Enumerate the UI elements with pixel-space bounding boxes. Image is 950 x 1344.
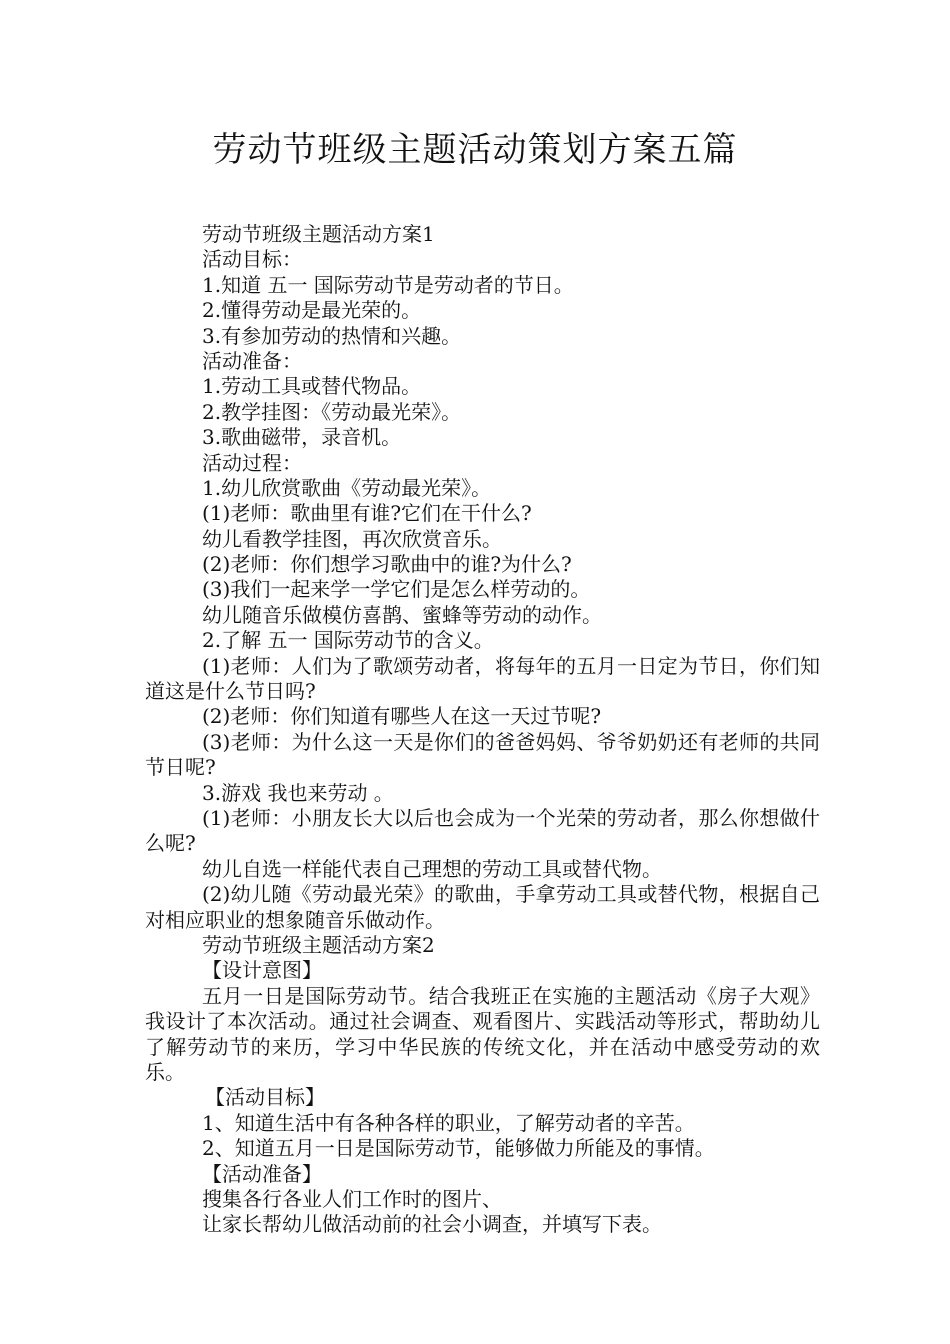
text-line: 搜集各行各业人们工作时的图片、 (202, 1187, 502, 1212)
text-line: 幼儿自选一样能代表自己理想的劳动工具或替代物。 (202, 856, 662, 881)
subsection-heading: 【活动目标】 (205, 1085, 325, 1110)
text-line: (1)老师：歌曲里有谁?它们在干什么? (202, 501, 532, 526)
text-paragraph: (2)幼儿随《劳动最光荣》的歌曲，手拿劳动工具或替代物，根据自己对相应职业的想象随音乐做动作。 (145, 882, 820, 932)
text-line: (2)老师：你们知道有哪些人在这一天过节呢? (202, 704, 602, 729)
text-line: 活动过程： (202, 450, 302, 475)
text-line: (2)老师：你们想学习歌曲中的谁?为什么? (202, 552, 572, 577)
text-line: 1.劳动工具或替代物品。 (202, 374, 422, 399)
text-line: 1.知道 五一 国际劳动节是劳动者的节日。 (202, 272, 574, 297)
text-line: 2.教学挂图：《劳动最光荣》。 (202, 399, 462, 424)
text-line: 3.游戏 我也来劳动 。 (202, 780, 394, 805)
text-line: 活动准备： (202, 348, 302, 373)
text-paragraph: (3)老师：为什么这一天是你们的爸爸妈妈、爷爷奶奶还有老师的共同节日呢? (145, 729, 820, 780)
text-line: 3.歌曲磁带，录音机。 (202, 425, 402, 450)
section-heading-plan-1: 劳动节班级主题活动方案1 (202, 222, 435, 246)
subsection-heading: 【设计意图】 (202, 958, 322, 983)
text-line: 1、知道生活中有各种各样的职业，了解劳动者的辛苦。 (202, 1110, 695, 1135)
text-paragraph: (1)老师：小朋友长大以后也会成为一个光荣的劳动者，那么你想做什么呢? (145, 806, 820, 856)
text-line: (3)我们一起来学一学它们是怎么样劳动的。 (202, 577, 591, 602)
text-line: 活动目标： (202, 247, 302, 272)
text-line: 3.有参加劳动的热情和兴趣。 (202, 323, 462, 348)
document-title: 劳动节班级主题活动策划方案五篇 (212, 130, 738, 170)
text-line: 2、知道五月一日是国际劳动节，能够做力所能及的事情。 (202, 1136, 715, 1161)
section-heading-plan-2: 劳动节班级主题活动方案2 (202, 933, 435, 958)
text-line: 2.懂得劳动是最光荣的。 (202, 298, 422, 323)
text-line: 幼儿看教学挂图，再次欣赏音乐。 (202, 526, 502, 551)
subsection-heading: 【活动准备】 (202, 1161, 322, 1186)
text-line: 让家长帮幼儿做活动前的社会小调查，并填写下表。 (202, 1212, 662, 1237)
text-line: 1.幼儿欣赏歌曲《劳动最光荣》。 (202, 475, 492, 500)
text-line: 2.了解 五一 国际劳动节的含义。 (202, 628, 494, 653)
document-body (145, 222, 820, 1238)
text-line: 幼儿随音乐做模仿喜鹊、蜜蜂等劳动的动作。 (202, 602, 602, 627)
text-paragraph: (1)老师：人们为了歌颂劳动者，将每年的五月一日定为节日，你们知道这是什么节日吗? (145, 653, 820, 704)
text-paragraph: 五月一日是国际劳动节。结合我班正在实施的主题活动《房子大观》我设计了本次活动。通过社会调查、观看图片、实践活动等形式，帮助幼儿了解劳动节的来历，学习中华民族的传统文化，并在活动中感受劳动的欢乐。 (145, 983, 820, 1085)
